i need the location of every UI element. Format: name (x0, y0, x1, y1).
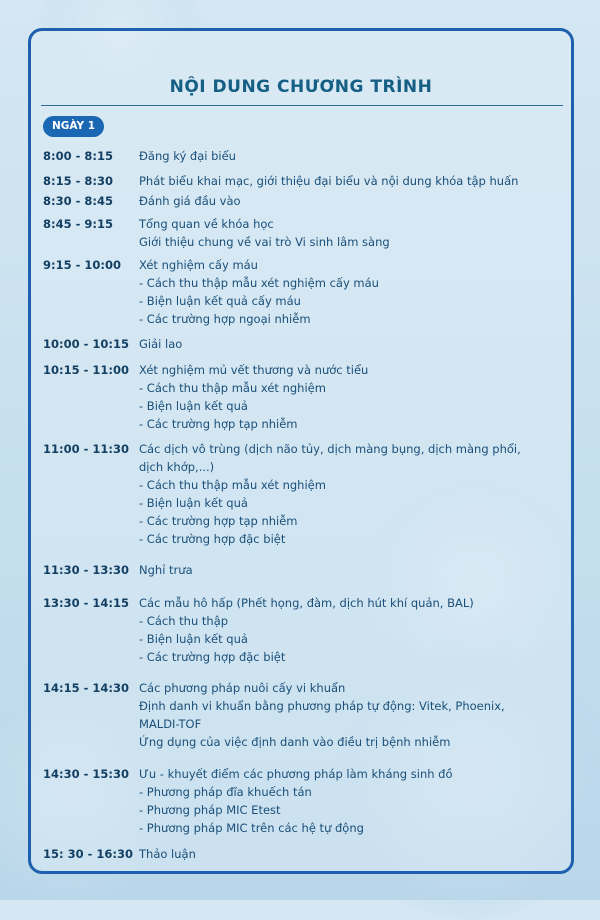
schedule-line: - Phương pháp MIC Etest (139, 803, 281, 817)
schedule-line: Thảo luận (139, 847, 196, 861)
schedule-time: 11:00 - 11:30 (43, 442, 129, 456)
schedule-line: - Các trường hợp tạp nhiễm (139, 514, 298, 528)
schedule-line: Nghỉ trưa (139, 563, 193, 577)
schedule-line: - Biện luận kết quả (139, 496, 248, 510)
schedule-line: Đăng ký đại biểu (139, 149, 236, 163)
page-title: NỘI DUNG CHƯƠNG TRÌNH (169, 77, 433, 97)
schedule-line: - Các trường hợp ngoại nhiễm (139, 312, 311, 326)
schedule-time: 10:15 - 11:00 (43, 363, 129, 377)
schedule-line: Phát biểu khai mạc, giới thiệu đại biểu và nội dung khóa tập huấn (139, 174, 519, 188)
schedule-time: 9:15 - 10:00 (43, 258, 121, 272)
schedule-line: - Cách thu thập mẫu xét nghiệm (139, 381, 326, 395)
program-panel (28, 28, 574, 874)
schedule-description (139, 361, 554, 433)
schedule-line: - Biện luận kết quả (139, 632, 248, 646)
schedule-time: 15: 30 - 16:30 (43, 847, 133, 861)
schedule-line: Xét nghiệm mủ vết thương và nước tiểu (139, 363, 369, 377)
schedule-line: - Các trường hợp đặc biệt (139, 532, 286, 546)
schedule-line: dịch khớp,...) (139, 460, 215, 474)
schedule-line: Định danh vi khuẩn bằng phương pháp tự động: Vitek, Phoenix, (139, 699, 505, 713)
schedule-line: - Biện luận kết quả (139, 399, 248, 413)
schedule-time: 10:00 - 10:15 (43, 337, 129, 351)
schedule-description (139, 765, 554, 837)
schedule-time: 14:30 - 15:30 (43, 767, 129, 781)
schedule-line: - Cách thu thập mẫu xét nghiệm (139, 478, 326, 492)
schedule-line: Xét nghiệm cấy máu (139, 258, 258, 272)
title-divider (41, 105, 563, 106)
schedule-line: Ứng dụng của việc định danh vào điều trị bệnh nhiễm (139, 735, 451, 749)
schedule-time: 13:30 - 14:15 (43, 596, 129, 610)
schedule-description (139, 215, 554, 251)
schedule-line: - Các trường hợp tạp nhiễm (139, 417, 298, 431)
schedule-line: - Biện luận kết quả cấy máu (139, 294, 301, 308)
schedule-description (139, 192, 554, 210)
schedule-time: 11:30 - 13:30 (43, 563, 129, 577)
schedule-line: Giới thiệu chung về vai trò Vi sinh lâm sàng (139, 235, 390, 249)
schedule-description (139, 256, 554, 328)
schedule-line: - Cách thu thập mẫu xét nghiệm cấy máu (139, 276, 379, 290)
schedule-line: Các dịch vô trùng (dịch não tủy, dịch màng bụng, dịch màng phổi, (139, 442, 521, 456)
schedule-description (139, 172, 554, 190)
schedule-time: 8:45 - 9:15 (43, 217, 113, 231)
schedule-description (139, 335, 554, 353)
schedule-time: 14:15 - 14:30 (43, 681, 129, 695)
schedule-line: - Phương pháp MIC trên các hệ tự động (139, 821, 364, 835)
schedule-line: - Phương pháp đĩa khuếch tán (139, 785, 312, 799)
schedule-line: MALDI-TOF (139, 717, 202, 731)
schedule-line: Ưu - khuyết điểm các phương pháp làm kháng sinh đồ (139, 767, 453, 781)
schedule-line: - Các trường hợp đặc biệt (139, 650, 286, 664)
schedule-line: Các mẫu hô hấp (Phết họng, đàm, dịch hút khí quản, BAL) (139, 596, 474, 610)
schedule-description (139, 679, 554, 751)
day-badge: NGÀY 1 (43, 116, 104, 137)
schedule-line: Các phương pháp nuôi cấy vi khuẩn (139, 681, 346, 695)
schedule-description (139, 561, 554, 579)
schedule-description (139, 845, 554, 863)
schedule-time: 8:30 - 8:45 (43, 194, 113, 208)
schedule-description (139, 147, 554, 165)
schedule-line: Đánh giá đầu vào (139, 194, 241, 208)
schedule-description (139, 440, 554, 548)
schedule-description (139, 594, 554, 666)
schedule-line: Giải lao (139, 337, 183, 351)
schedule-time: 8:00 - 8:15 (43, 149, 113, 163)
schedule-line: Tổng quan về khóa học (139, 217, 274, 231)
schedule-time: 8:15 - 8:30 (43, 174, 113, 188)
schedule-line: - Cách thu thập (139, 614, 229, 628)
